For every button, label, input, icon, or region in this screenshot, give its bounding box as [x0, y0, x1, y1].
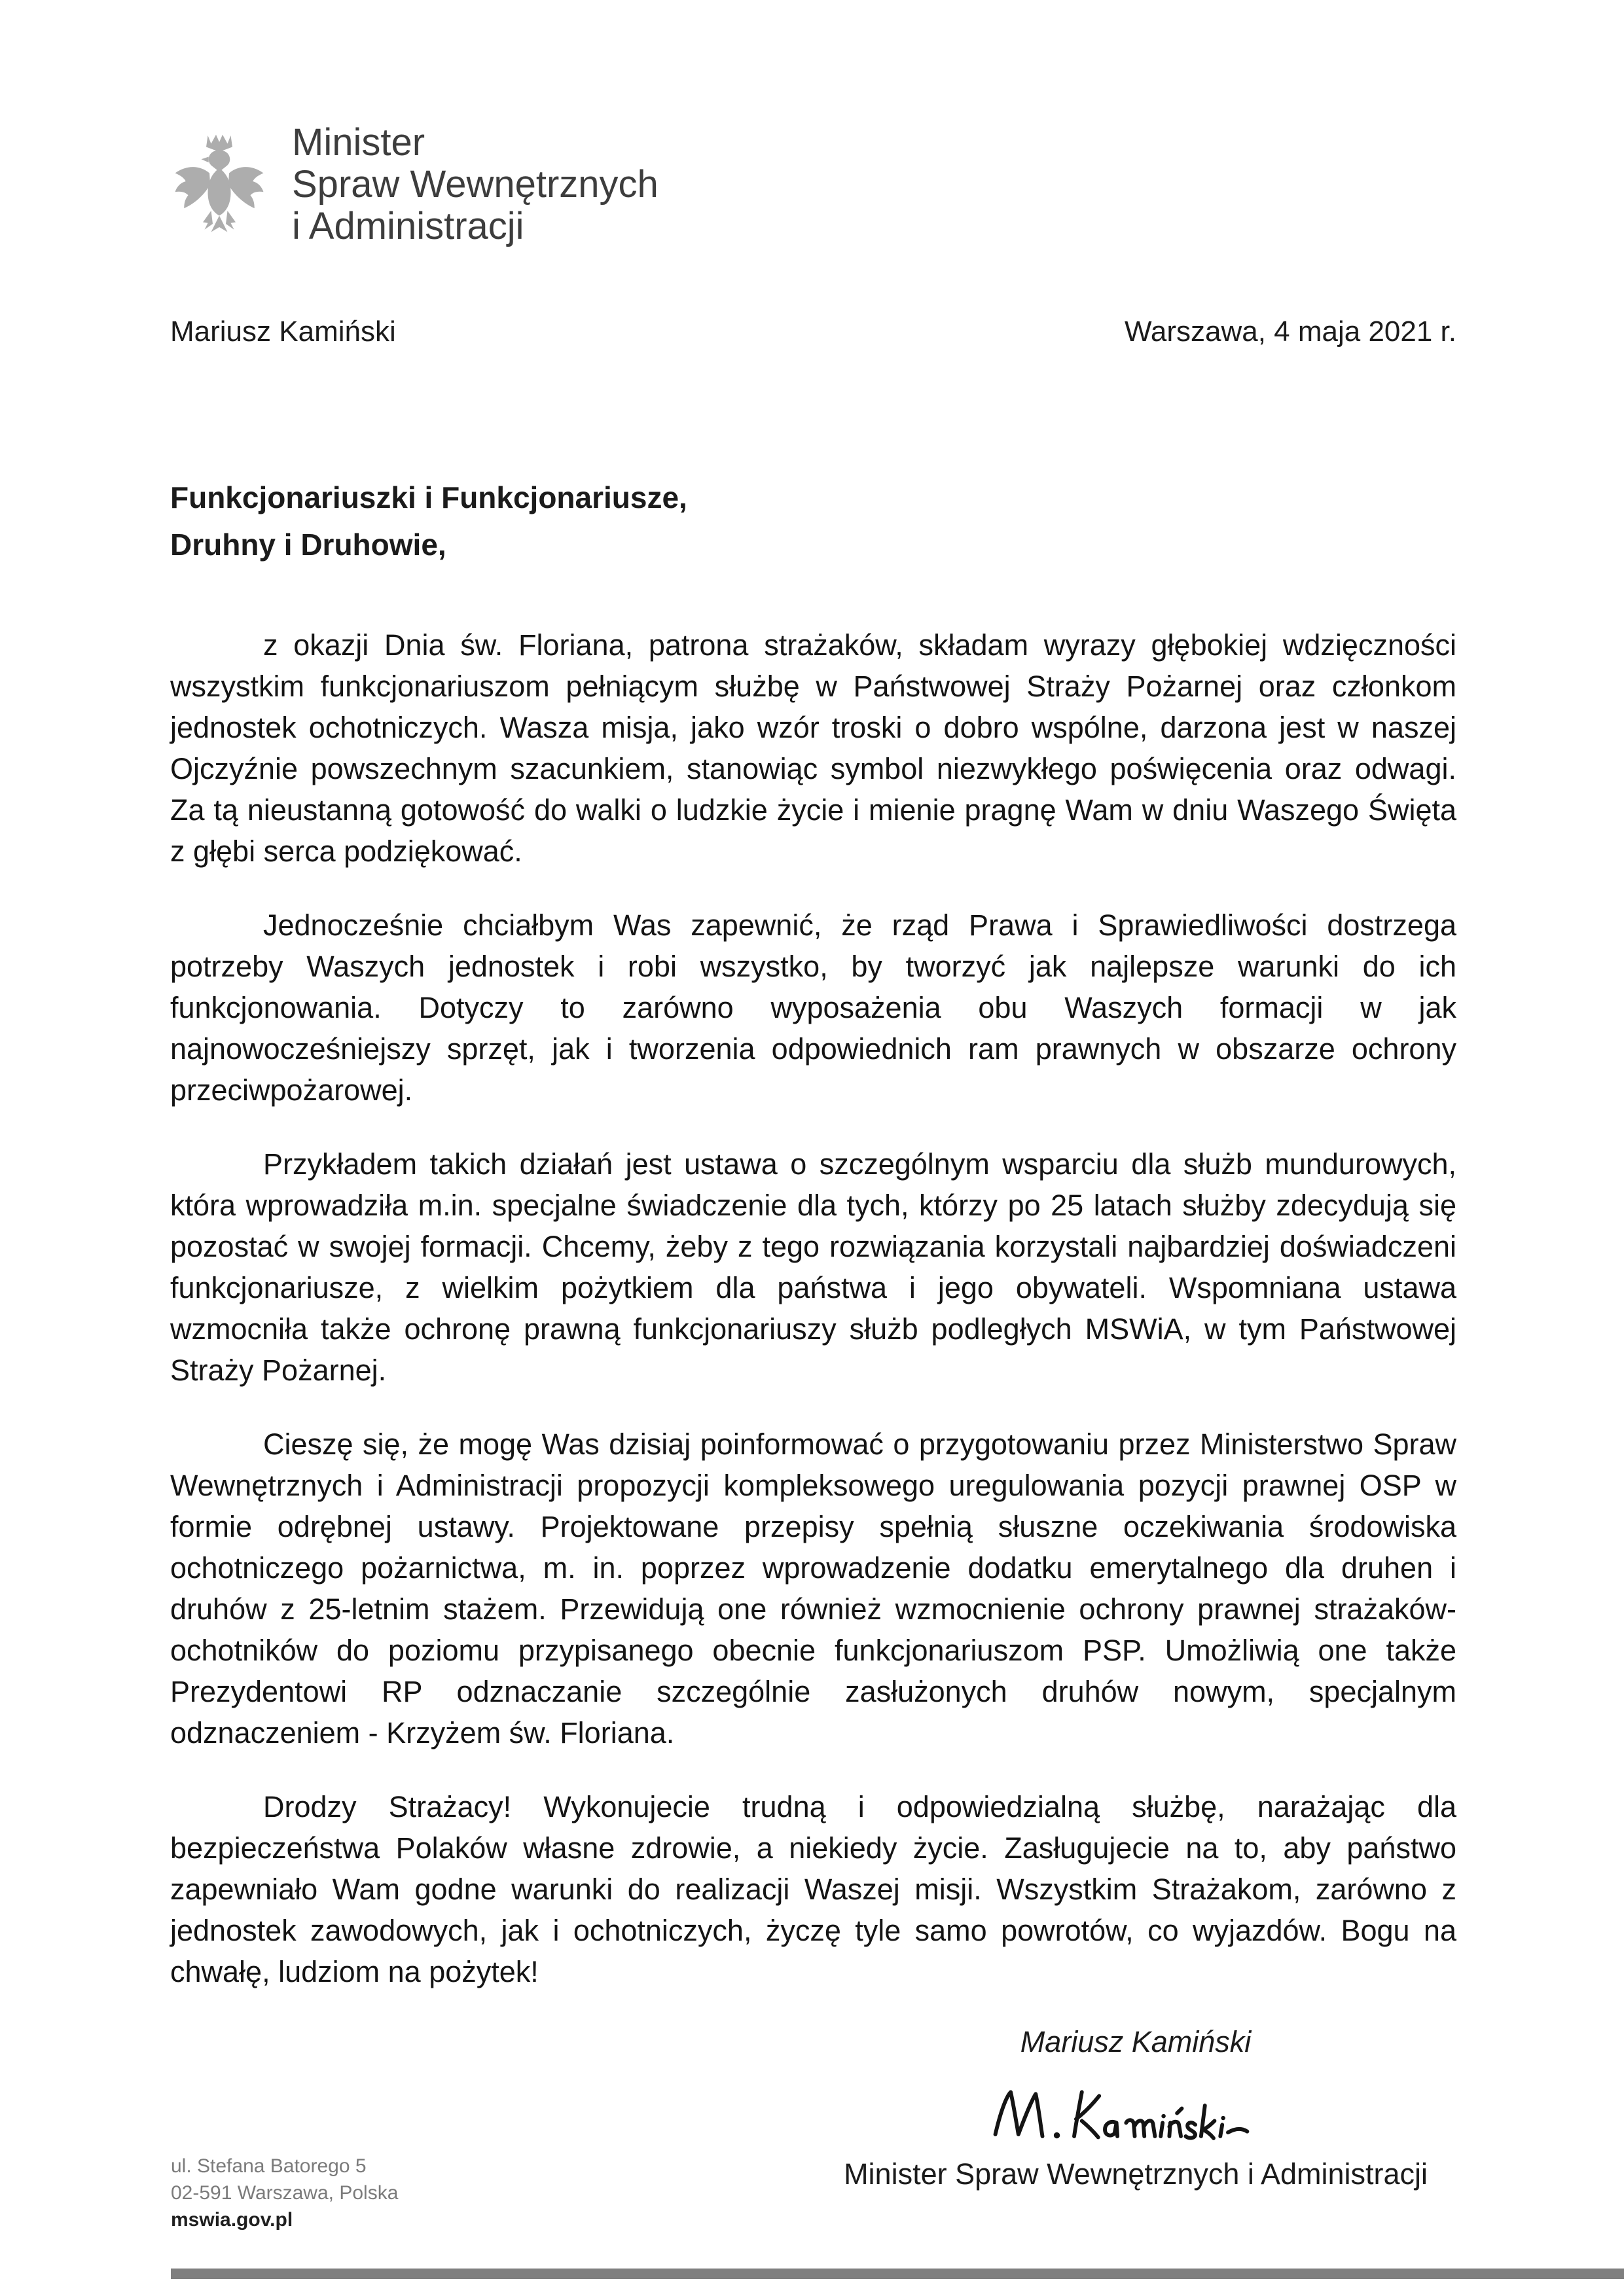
signature-block	[844, 2025, 1428, 2191]
footer-address-line: 02-591 Warszawa, Polska	[171, 2182, 399, 2204]
salutation-line: Druhny i Druhowie,	[170, 528, 446, 562]
place-and-date: Warszawa, 4 maja 2021 r.	[1124, 315, 1456, 348]
ministry-name-line: Minister	[292, 121, 425, 164]
letter-paragraph: Drodzy Strażacy! Wykonujecie trudną i odpowiedzialną służbę, narażając dla bezpieczeństwa Polaków własne zdrowie, a niekiedy życie. Zasługujecie na to, aby państwo zapewniało Wam godne warunki do realizacji Waszej misji. Wszystkim Strażakom, zarówno z jednostek zawodowych, jak i ochotniczych, życzę tyle samo powrotów, co wyjazdów. Bogu na chwałę, ludziom na pożytek!	[170, 1790, 1456, 1988]
ministry-name-line: i Administracji	[292, 205, 524, 247]
letter-paragraph: Cieszę się, że mogę Was dzisiaj poinformować o przygotowaniu przez Ministerstwo Spraw Wewnętrznych i Administracji propozycji kompleksowego uregulowania pozycji prawnej OSP w formie odrębnej ustawy. Projektowane przepisy spełnią słuszne oczekiwania środowiska ochotniczego pożarnictwa, m. in. poprzez wprowadzenie dodatku emerytalnego dla druhen i druhów z 25-letnim stażem. Przewidują one również wzmocnienie ochrony prawnej strażaków-ochotników do poziomu przypisanego obecnie funkcjonariuszom PSP. Umożliwią one także Prezydentowi RP odznaczanie szczególnie zasłużonych druhów nowym, specjalnym odznaczeniem - Krzyżem św. Floriana.	[170, 1427, 1456, 1749]
signature-name: Mariusz Kamiński	[1020, 2025, 1252, 2058]
salutation	[170, 474, 1456, 568]
bottom-divider-bar	[171, 2269, 1624, 2279]
footer-address-line: ul. Stefana Batorego 5	[171, 2155, 367, 2177]
letter-paragraph: Jednocześnie chciałbym Was zapewnić, że rząd Prawa i Sprawiedliwości dostrzega potrzeby Waszych jednostek i robi wszystko, by tworzyć jak najlepsze warunki do ich funkcjonowania. Dotyczy to zarówno wyposażenia obu Waszych formacji w jak najnowocześniejszy sprzęt, jak i tworzenia odpowiednich ram prawnych w obszarze ochrony przeciwpożarowej.	[170, 908, 1456, 1107]
ministry-name	[292, 122, 659, 247]
footer-website: mswia.gov.pl	[171, 2209, 293, 2231]
salutation-line: Funkcjonariuszki i Funkcjonariusze,	[170, 480, 687, 514]
letter-body	[170, 624, 1456, 1992]
letter-paragraph: Przykładem takich działań jest ustawa o szczególnym wsparciu dla służb mundurowych, która wprowadziła m.in. specjalne świadczenie dla tych, którzy po 25 latach służby zdecydują się pozostać w swojej formacji. Chcemy, żeby z tego rozwiązania korzystali najbardziej doświadczeni funkcjonariusze, z wielkim pożytkiem dla państwa i jego obywateli. Wspomniana ustawa wzmocniła także ochronę prawną funkcjonariuszy służb podległych MSWiA, w tym Państwowej Straży Pożarnej.	[170, 1147, 1456, 1387]
meta-row	[170, 315, 1456, 348]
letter-paragraph: z okazji Dnia św. Floriana, patrona strażaków, składam wyrazy głębokiej wdzięczności wszystkim funkcjonariuszom pełniącym służbę w Państwowej Straży Pożarnej oraz członkom jednostek ochotniczych. Wasza misja, jako wzór troski o dobro wspólne, darzona jest w naszej Ojczyźnie powszechnym szacunkiem, stanowiąc symbol niezwykłego poświęcenia oraz odwagi. Za tą nieustanną gotowość do walki o ludzkie życie i mienie pragnę Wam w dniu Waszego Święta z głębi serca podziękować.	[170, 628, 1456, 868]
letterhead	[170, 122, 1456, 247]
footer-address-block	[171, 2153, 398, 2233]
ministry-name-line: Spraw Wewnętrznych	[292, 163, 659, 206]
signature-title: Minister Spraw Wewnętrznych i Administracji	[844, 2157, 1428, 2191]
sender-name: Mariusz Kamiński	[170, 315, 396, 348]
polish-eagle-coat-of-arms-icon	[170, 130, 268, 240]
handwritten-signature	[982, 2076, 1290, 2149]
